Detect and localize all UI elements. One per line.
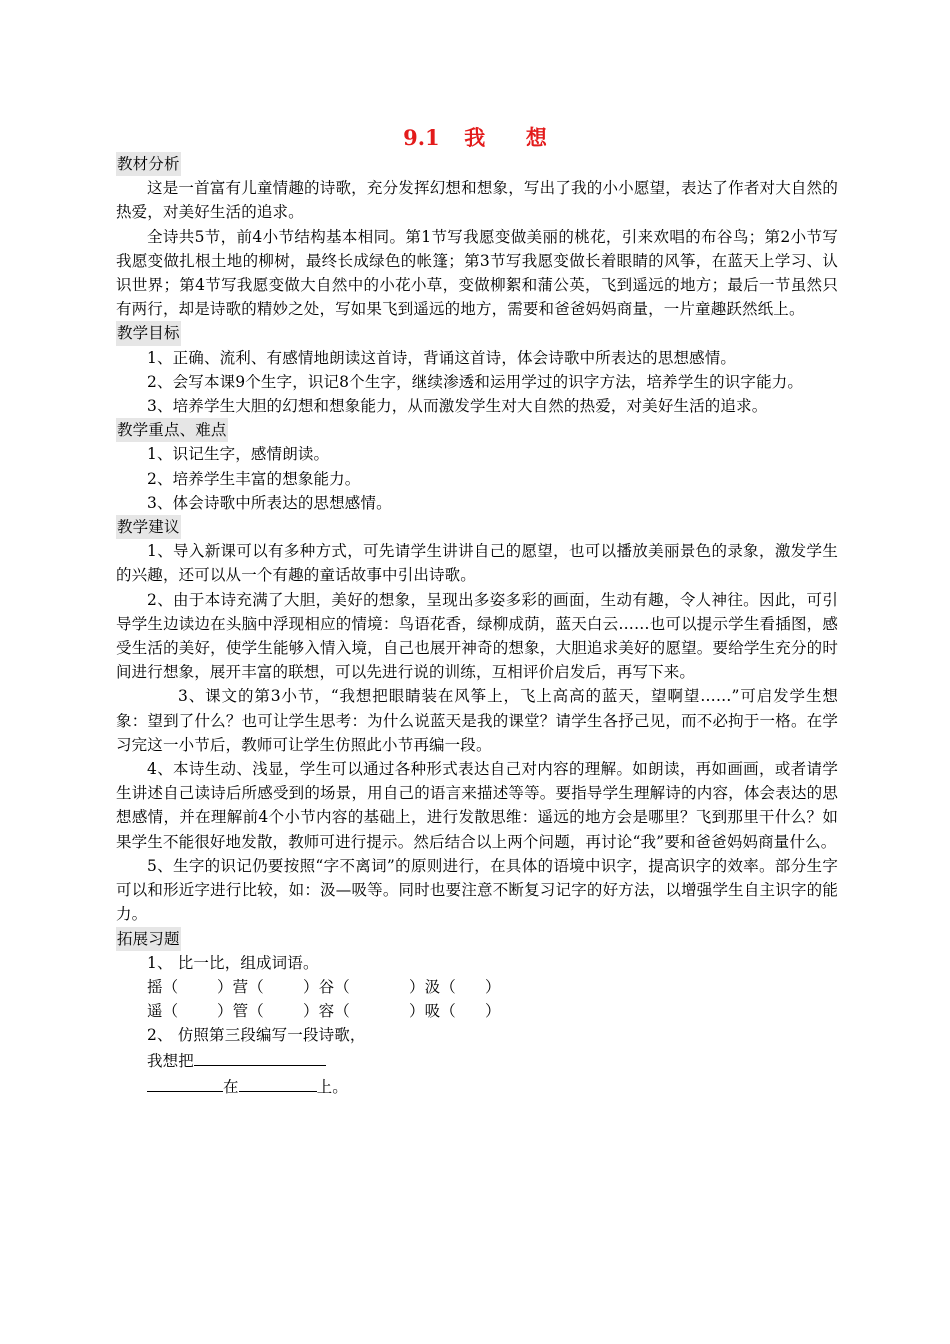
word-cell: ）容（ <box>303 1001 350 1020</box>
poem-line-2-mid: 在 <box>223 1078 239 1097</box>
analysis-paragraph: 这是一首富有儿童情趣的诗歌，充分发挥幻想和想象，写出了我的小小愿望，表达了作者对大自然的热爱，对美好生活的追求。 <box>116 179 838 222</box>
word-cell: ）谷（ <box>303 977 350 996</box>
word-cell: 摇（ <box>147 977 179 996</box>
word-compare-grid <box>116 975 838 1023</box>
suggestion-item: 5、生字的识记仍要按照“字不离词”的原则进行，在具体的语境中识字，提高识字的效率。部分生字可以和形近字进行比较，如：汲—吸等。同时也要注意不断复习记字的好方法，以增强学生自主识字的能力。 <box>116 856 838 924</box>
word-row <box>147 975 838 999</box>
suggestion-item: 2、由于本诗充满了大胆，美好的想象，呈现出多姿多彩的画面，生动有趣，令人神往。因此，可引导学生边读边在头脑中浮现相应的情境：鸟语花香，绿柳成荫，蓝天白云……也可以提示学生看插图，感受生活的美好，使学生能够入情入境，自己也展开神奇的想象，大胆追求美好的愿望。要给学生充分的时间进行想象，展开丰富的联想，可以先进行说的训练，互相评价启发后，再写下来。 <box>116 590 838 682</box>
goal-item: 1、正确、流利、有感情地朗读这首诗，背诵这首诗，体会诗歌中所表达的思想感情。 <box>147 348 737 367</box>
suggestion-item: 4、本诗生动、浅显，学生可以通过各种形式表达自己对内容的理解。如朗读，再如画画，或者请学生讲述自己读诗后所感受到的场景，用自己的语言来描述等等。要指导学生理解诗的内容，体会表达的思想感情，并在理解前4个小节内容的基础上，进行发散思维：遥远的地方会是哪里？飞到那里干什么？如果学生不能很好地发散，教师可进行提示。然后结合以上两个问题，再讨论“我”要和爸爸妈妈商量什么。 <box>116 760 838 851</box>
poem-line-1-prefix: 我想把 <box>147 1052 194 1071</box>
suggestion-item: 1、导入新课可以有多种方式，可先请学生讲讲自己的愿望，也可以播放美丽景色的录象，激发学生的兴趣，还可以从一个有趣的童话故事中引出诗歌。 <box>116 542 838 585</box>
goal-item: 2、会写本课9个生字，识记8个生字，继续渗透和运用学过的识字方法，培养学生的识字能力。 <box>147 372 804 391</box>
title-word-2: 想 <box>525 125 547 150</box>
answer-blank <box>239 1073 317 1092</box>
suggestion-item: 3、课文的第3小节，“我想把眼睛装在风筝上，飞上高高的蓝天，望啊望……”可启发学生想象：望到了什么？也可让学生思考：为什么说蓝天是我的课堂？请学生各抒己见，而不必拘于一格。在学习完这一小节后，教师可让学生仿照此小节再编一段。 <box>116 687 838 754</box>
document-body <box>116 152 838 1100</box>
word-cell: ）管（ <box>217 1001 264 1020</box>
poem-line-1 <box>116 1047 838 1073</box>
section-heading-keypoints: 教学重点、难点 <box>116 418 228 442</box>
poem-line-2-end: 上。 <box>316 1078 348 1097</box>
goal-item: 3、培养学生大胆的幻想和想象能力，从而激发学生对大自然的热爱，对美好生活的追求。 <box>147 397 768 416</box>
section-heading-analysis: 教材分析 <box>116 152 181 176</box>
keypoint-item: 1、识记生字，感情朗读。 <box>147 445 330 464</box>
word-cell: ）汲（ <box>409 977 456 996</box>
word-cell: ）吸（ <box>409 1001 456 1020</box>
word-cell: ） <box>485 977 501 996</box>
exercise-question-2: 2、 仿照第三段编写一段诗歌， <box>147 1025 366 1044</box>
title-word-1: 我 <box>464 125 486 150</box>
analysis-paragraph: 全诗共5节，前4小节结构基本相同。第1节写我愿变做美丽的桃花，引来欢唱的布谷鸟；第2小节写我愿变做扎根土地的柳树，最终长成绿色的帐篷；第3节写我愿变做长着眼睛的风筝，在蓝天上学习、认识世界；第4节写我愿变做大自然中的小花小草，变做柳絮和蒲公英，飞到遥远的地方；最后一节虽然只有两行，却是诗歌的精妙之处，写如果飞到遥远的地方，需要和爸爸妈妈商量，一片童趣跃然纸上。 <box>116 227 838 319</box>
word-cell: ） <box>485 1001 501 1020</box>
section-heading-goals: 教学目标 <box>116 321 181 345</box>
poem-line-2 <box>116 1073 838 1099</box>
word-cell: ）营（ <box>217 977 264 996</box>
page-title <box>0 124 950 152</box>
word-cell: 遥（ <box>147 1001 179 1020</box>
section-heading-suggestions: 教学建议 <box>116 515 181 539</box>
exercise-question-1: 1、 比一比，组成词语。 <box>147 953 319 972</box>
section-heading-exercises: 拓展习题 <box>116 927 181 951</box>
title-number: 9.1 <box>403 125 440 150</box>
keypoint-item: 3、体会诗歌中所表达的思想感情。 <box>147 493 392 512</box>
keypoint-item: 2、培养学生丰富的想象能力。 <box>147 469 361 488</box>
answer-blank <box>147 1073 223 1092</box>
answer-blank <box>194 1047 326 1066</box>
word-row <box>147 999 838 1023</box>
